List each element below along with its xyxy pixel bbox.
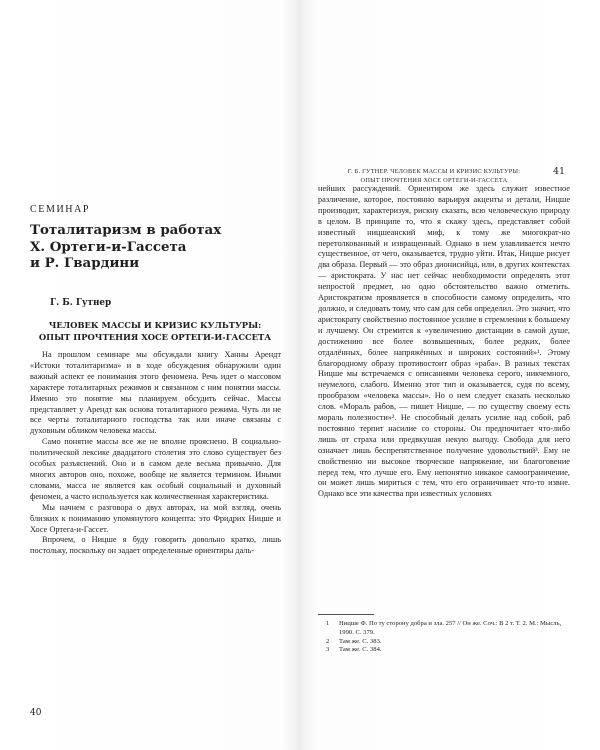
article-subtitle-line: ЧЕЛОВЕК МАССЫ И КРИЗИС КУЛЬТУРЫ: (48, 320, 262, 330)
footnote-text: Там же. С. 383. (339, 637, 382, 645)
paragraph: Само понятие массы все же не вполне прояснено. В социально-политической лексике двадцатого столетия это слово существует без особых разъяснений. Оно и в самом деле весьма привычно. Для многих авторов оно, похоже, вообще не является термином. Иными словами, масса не является как особый социальный и духовный феномен, а часто используется как количественная характеристика. (30, 437, 281, 501)
footnote-text: Там же. С. 384. (339, 646, 382, 654)
author-name: Г. Б. Гутнер (50, 298, 112, 308)
footnote-divider (318, 614, 374, 615)
footnotes (318, 620, 570, 655)
article-subtitle (30, 320, 280, 343)
paragraph: Впрочем, о Ницше я буду говорить довольно кратко, лишь постольку, поскольку он задает определенные ориентиры даль- (30, 535, 281, 556)
left-body-text (30, 350, 281, 557)
footnote (318, 620, 570, 638)
footnote-number: 1 (326, 620, 330, 627)
paragraph: Мы начнем с разговора о двух авторах, на мой взгляд, очень близких к пониманию упомянутого концепта: это Фридрих Ницше и Хосе Ортега-и-Гассет. (30, 502, 281, 534)
article-title (30, 222, 280, 272)
paragraph: На прошлом семинаре мы обсуждали книгу Ханны Арендт «Истоки тоталитаризма» и в ходе обсуждения обнаружили один важный аспект ее понимания этого феномена. Речь идет о массовом характере тоталитарных режимов и связанном с ним понятии массы. Именно это понятие мы планируем обсудить сейчас. Массы представляет у Арендт как основа тоталитарного режима. Чуть ли не все черты тоталитарного господства так или иначе связаны с духовным обликом человека массы. (30, 350, 281, 436)
page-number-left: 40 (30, 708, 42, 718)
right-body-text (318, 184, 570, 500)
running-head-line: Г. Б. ГУТНЕР. ЧЕЛОВЕК МАССЫ И КРИЗИС КУЛЬТУРЫ: (347, 168, 521, 175)
footnote (318, 646, 570, 655)
page-number-right: 41 (553, 166, 566, 177)
footnote-number: 2 (326, 637, 330, 645)
footnote-number: 3 (326, 646, 330, 654)
running-head-line: ОПЫТ ПРОЧТЕНИЯ ХОСЕ ОРТЕГИ-И-ГАССЕТА (360, 176, 508, 184)
article-title-line: Тоталитаризм в работах (30, 222, 222, 238)
paragraph: нейших рассуждений. Ориентиром же здесь служит известное различение, которое, постоянно варьируя акценты и детали, Ницше производит, характеризуя, рискну сказать, всю человеческую природу в целом. В принципе то, что я скажу здесь, представляет собой известный ницшеанский миф, к тому же многократ-но перетолкованный и извращенный. Однако в нем улавливается нечто существенное, от чего, оказывается, трудно уйти. Итак, Ницше рисует два образа. Первый — это образ дионисийца, или, в других контекстах — аристократа. У нас нет сейчас необходимости определять этот непростой предмет, но одно обстоятельство важно отметить. Аристократизм проявляется в способности самому определить, что должно, и следовать тому, что сам для себя определил. Это значит, что аристократу свойственно постоянное усилие в стремлении к большему и лучшему. Он стремится к «увеличению дистанции в самой душе, достижению все более возвышенных, более редких, более отдалённых, более напряжённых и широких состояний»¹. Этому благородному образу противостоит образ «раба». В разных текстах Ницше мы встречаемся с описаниями человека серого, никчемного, неумелого, слабого. Именно этот тип и оказывается, судя по всему, прообразом «человека массы». Но о нем следует сказать несколько слов. «Мораль рабов, — пишет Ницше, — по существу своему есть мораль полезности»². Не способный делать усилие над собой, раб постоянно терпит насилие со стороны. Он предпочитает что-либо лишь от страха или предвкушая некую выгоду. Свобода для него означает лишь беспрепятственное получение удовольствий³. Ему не свойственно ни высокое творческое напряжение, ни благоговение перед тем, что лучше его. Ему непонятно никакое самоограничение, он может лишь мириться с тем, что его ограничивает что-то извне. Однако все эти качества при известных условиях (318, 184, 570, 499)
section-label: СЕМИНАР (30, 204, 91, 215)
running-head (318, 168, 550, 185)
footnote-text: Ницше Ф. По ту сторону добра и зла. 257 // Он же. Соч.: В 2 т. Т. 2. М.: Мысль, 1990. С. 379. (339, 620, 562, 636)
article-subtitle-line: ОПЫТ ПРОЧТЕНИЯ ХОСЕ ОРТЕГИ-И-ГАССЕТА (38, 331, 272, 342)
article-title-line: и Р. Гвардини (30, 255, 140, 272)
footnote (318, 638, 570, 647)
article-title-line: Х. Ортеги-и-Гассета (30, 238, 187, 255)
